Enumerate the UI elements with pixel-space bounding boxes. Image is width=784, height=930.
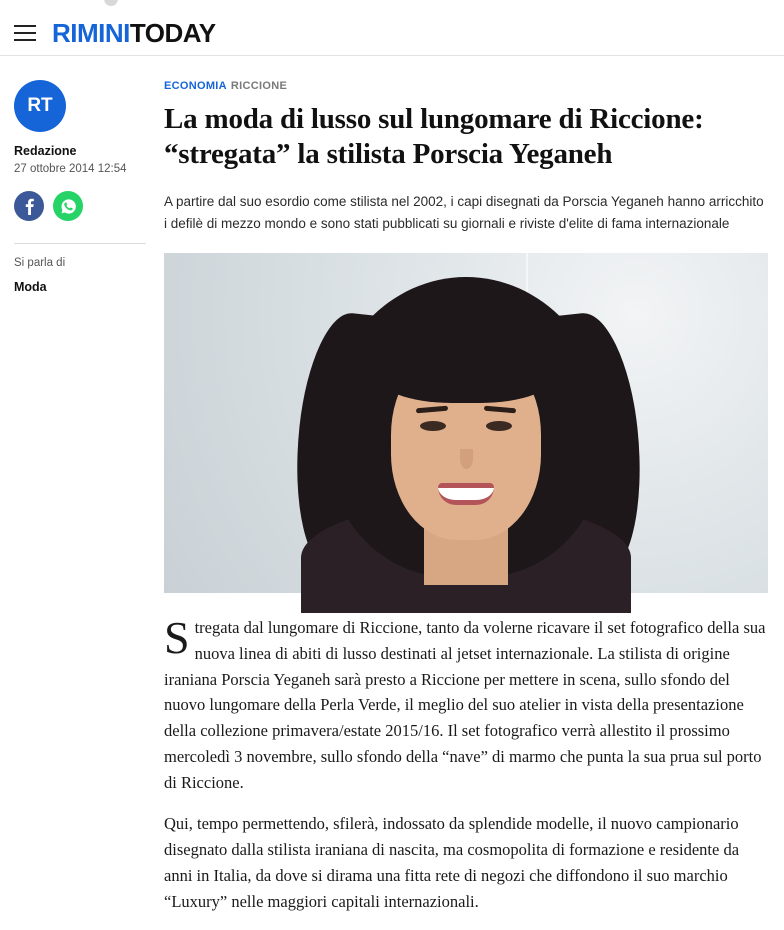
page-title: La moda di lusso sul lungomare di Riccione: “stregata” la stilista Porscia Yeganeh — [164, 103, 704, 171]
page-content — [0, 56, 784, 930]
image-fringe — [375, 333, 557, 403]
article-standfirst: A partire dal suo esordio come stilista nel 2002, i capi disegnati da Porscia Yeganeh hanno arricchito i defilè di mezzo mondo e sono stati pubblicati su giornali e riviste d'elite di fama internazionale — [164, 193, 764, 232]
sidebar-divider — [14, 243, 146, 244]
site-logo[interactable] — [52, 17, 216, 48]
site-header — [0, 10, 784, 56]
article-lead-image — [164, 253, 768, 593]
article-sidebar — [0, 80, 160, 930]
article-paragraph: Qui, tempo permettendo, sfilerà, indossato da splendide modelle, il nuovo campionario disegnato dalla stilista iraniana di nascita, ma cosmopolita di formazione e residente da anni in Italia, da dove si dirama una fitta rete di negozi che diffondono il suo marchio “Luxury” nelle maggiori capitali internazionali. — [164, 814, 740, 911]
social-share-group — [14, 191, 146, 221]
article-body — [164, 612, 768, 914]
facebook-share-button[interactable] — [14, 191, 44, 221]
decorative-dot — [104, 0, 118, 6]
hamburger-menu-icon[interactable] — [14, 25, 36, 41]
kicker-place-link[interactable]: RICCIONE — [230, 80, 288, 92]
author-name[interactable]: Redazione — [14, 144, 77, 158]
whatsapp-share-button[interactable] — [53, 191, 83, 221]
kicker-section-link[interactable]: ECONOMIA — [164, 80, 227, 92]
article-paragraph: Stregata dal lungomare di Riccione, tanto da volerne ricavare il set fotografico della sua nuova linea di abiti di lusso destinati al jetset internazionale. La stilista di origine iraniana Porscia Yeganeh sarà presto a Riccione per mettere in scena, sullo sfondo del nuovo lungomare della Perla Verde, il meglio del suo atelier in vista della presentazione della collezione primavera/estate 2015/16. Il set fotografico verrà allestito il prossimo mercoledì 3 novembre, sullo sfondo della “nave” di marmo che punta la sua prua sul porto di Riccione. — [164, 612, 766, 792]
whatsapp-icon — [60, 198, 77, 215]
topics-label: Si parla di — [14, 257, 66, 269]
avatar: RT — [14, 80, 66, 132]
facebook-icon — [25, 198, 34, 215]
article-main — [160, 80, 784, 930]
publish-date: 27 ottobre 2014 12:54 — [14, 163, 127, 175]
topic-tag-moda[interactable]: Moda — [14, 280, 47, 294]
image-mouth — [438, 483, 494, 505]
logo-text-primary: RIMINI — [52, 17, 130, 48]
article-kicker — [164, 80, 768, 92]
top-strip — [0, 0, 784, 10]
logo-text-secondary: TODAY — [129, 17, 216, 48]
